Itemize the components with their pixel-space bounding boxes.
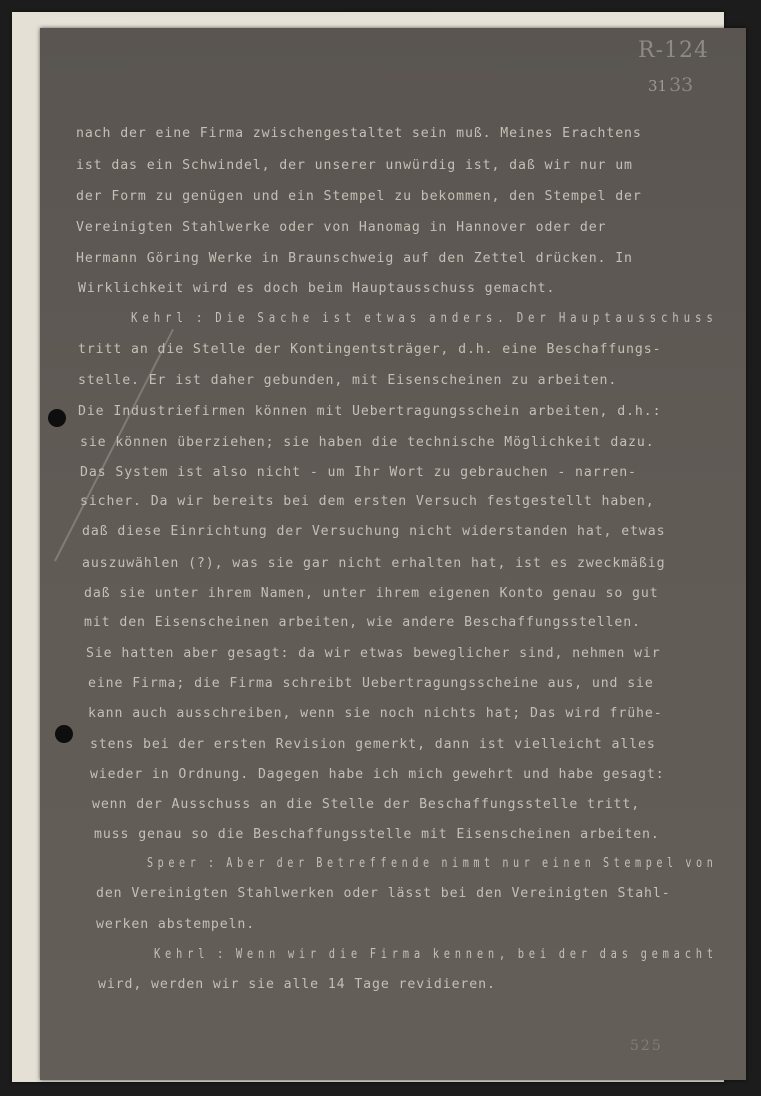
text-line: Hermann Göring Werke in Braunschweig auf den Zettel drücken. In — [76, 251, 633, 266]
text-line: wieder in Ordnung. Dagegen habe ich mich gewehrt und habe gesagt: — [90, 767, 665, 782]
text-line: mit den Eisenscheinen arbeiten, wie andere Beschaffungsstellen. — [84, 615, 641, 630]
text-line: Das System ist also nicht - um Ihr Wort zu gebrauchen - narren- — [80, 465, 637, 480]
text-line: muss genau so die Beschaffungsstelle mit Eisenscheinen arbeiten. — [94, 827, 660, 842]
text-line: daß sie unter ihrem Namen, unter ihrem eigenen Konto genau so gut — [84, 586, 659, 601]
archive-reference: R-124 — [638, 38, 709, 63]
text-line: sicher. Da wir bereits bei dem ersten Versuch festgestellt haben, — [80, 494, 655, 509]
text-line: wird, werden wir sie alle 14 Tage revidieren. — [98, 977, 496, 992]
text-line: stens bei der ersten Revision gemerkt, dann ist vielleicht alles — [90, 737, 656, 752]
text-line: Vereinigten Stahlwerke oder von Hanomag in Hannover oder der — [76, 220, 607, 235]
text-line: wenn der Ausschuss an die Stelle der Beschaffungsstelle tritt, — [92, 797, 641, 812]
page-number — [648, 74, 693, 96]
text-line: Wirklichkeit wird es doch beim Hauptausschuss gemacht. — [78, 281, 556, 296]
text-line: nach der eine Firma zwischengestaltet sein muß. Meines Erachtens — [76, 126, 642, 141]
page-number-typed: 31 — [648, 77, 668, 95]
text-line: auszuwählen (?), was sie gar nicht erhalten hat, ist es zweckmäßig — [82, 556, 666, 571]
speaker-line: Kehrl : Wenn wir die Firma kennen, bei der das gemacht — [154, 947, 718, 962]
page-number-handwritten: 33 — [669, 74, 694, 96]
speaker-line: Speer : Aber der Betreffende nimmt nur einen Stempel von — [147, 856, 718, 871]
text-line: Sie hatten aber gesagt: da wir etwas beweglicher sind, nehmen wir — [86, 646, 661, 661]
text-line: stelle. Er ist daher gebunden, mit Eisenscheinen zu arbeiten. — [78, 373, 618, 388]
archive-stamp: 525 — [630, 1038, 663, 1054]
text-line: Die Industriefirmen können mit Uebertragungsschein arbeiten, d.h.: — [78, 404, 662, 419]
text-line: eine Firma; die Firma schreibt Uebertragungsscheine aus, und sie — [88, 676, 654, 691]
text-line: den Vereinigten Stahlwerken oder lässt bei den Vereinigten Stahl- — [96, 886, 671, 901]
speaker-line: Kehrl : Die Sache ist etwas anders. Der Hauptausschuss — [131, 311, 718, 326]
text-line: tritt an die Stelle der Kontingentsträger, d.h. eine Beschaffungs- — [78, 342, 662, 357]
punch-hole-lower — [55, 725, 73, 743]
text-line: daß diese Einrichtung der Versuchung nicht widerstanden hat, etwas — [82, 524, 666, 539]
punch-hole-upper — [48, 409, 66, 427]
text-line: kann auch ausschreiben, wenn sie noch nichts hat; Das wird frühe- — [88, 706, 663, 721]
text-line: der Form zu genügen und ein Stempel zu bekommen, den Stempel der — [76, 189, 642, 204]
text-line: ist das ein Schwindel, der unserer unwürdig ist, daß wir nur um — [76, 158, 633, 173]
text-line: werken abstempeln. — [96, 917, 256, 932]
text-line: sie können überziehen; sie haben die technische Möglichkeit dazu. — [80, 435, 655, 450]
